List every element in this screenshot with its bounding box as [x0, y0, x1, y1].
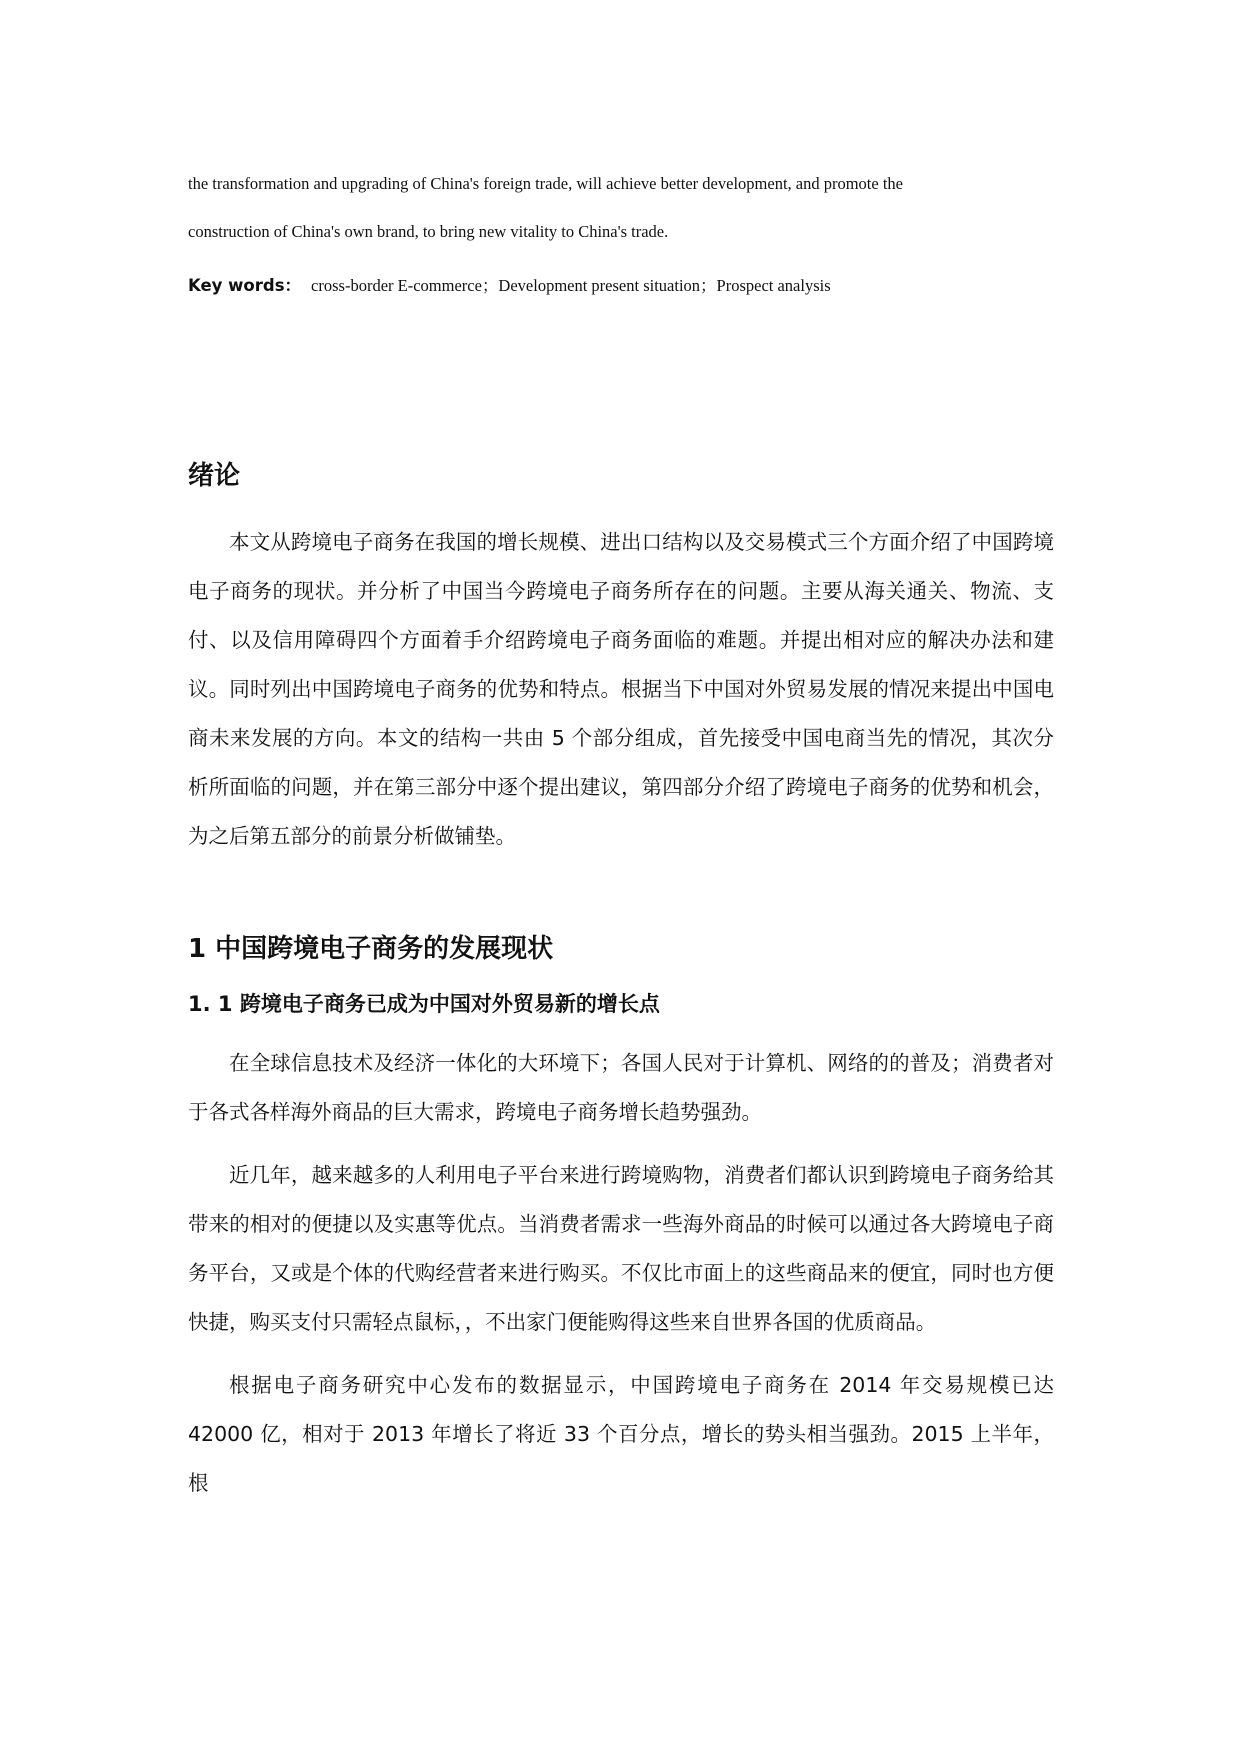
body-paragraph-1: 在全球信息技术及经济一体化的大环境下；各国人民对于计算机、网络的的普及；消费者对于各式各样海外商品的巨大需求，跨境电子商务增长趋势强劲。 — [188, 1051, 1054, 1124]
keywords-line — [188, 272, 1054, 300]
keywords-label: Key words： — [188, 276, 302, 295]
intro-heading: 绪论 — [188, 461, 241, 491]
intro-paragraph: 本文从跨境电子商务在我国的增长规模、进出口结构以及交易模式三个方面介绍了中国跨境电子商务的现状。并分析了中国当今跨境电子商务所存在的问题。主要从海关通关、物流、支付、以及信用障碍四个方面着手介绍跨境电子商务面临的难题。并提出相对应的解决办法和建议。同时列出中国跨境电子商务的优势和特点。根据当下中国对外贸易发展的情况来提出中国电商未来发展的方向。本文的结构一共由 5 个部分组成，首先接受中国电商当先的情况，其次分析所面临的问题，并在第三部分中逐个提出建议，第四部分介绍了跨境电子商务的优势和机会，为之后第五部分的前景分析做铺垫。 — [188, 530, 1054, 848]
body-paragraph-3: 根据电子商务研究中心发布的数据显示，中国跨境电子商务在 2014 年交易规模已达 42000 亿，相对于 2013 年增长了将近 33 个百分点，增长的势头相当强劲。2015 上半年，根 — [188, 1373, 1054, 1495]
section-1-1-heading: 1. 1 跨境电子商务已成为中国对外贸易新的增长点 — [188, 992, 660, 1016]
abstract-line-1: the transformation and upgrading of China's foreign trade, will achieve better development, and promote the — [188, 174, 903, 193]
abstract-english — [188, 160, 1054, 256]
keywords-text: cross-border E-commerce；Development present situation；Prospect analysis — [311, 276, 831, 295]
body-paragraph-2: 近几年，越来越多的人利用电子平台来进行跨境购物，消费者们都认识到跨境电子商务给其带来的相对的便捷以及实惠等优点。当消费者需求一些海外商品的时候可以通过各大跨境电子商务平台，又或是个体的代购经营者来进行购买。不仅比市面上的这些商品来的便宜，同时也方便快捷，购买支付只需轻点鼠标，，不出家门便能购得这些来自世界各国的优质商品。 — [188, 1163, 1054, 1334]
page-content — [188, 160, 1054, 1508]
abstract-line-2: construction of China's own brand, to bring new vitality to China's trade. — [188, 222, 669, 241]
section-1-heading: 1 中国跨境电子商务的发展现状 — [188, 934, 554, 964]
